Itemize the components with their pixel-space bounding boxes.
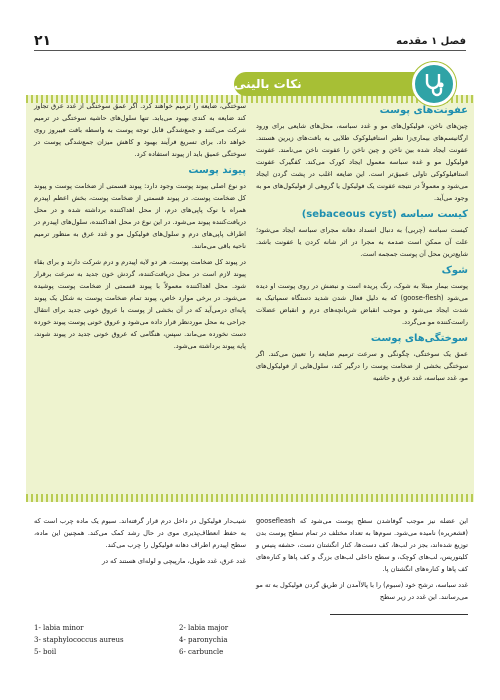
box-bottom-stripe [26, 494, 474, 502]
paragraph-burns-continued: سوختگی، ضایعه را ترمیم خواهند کرد. اگر عمق سوختگی از غدد عرق تجاوز کند ضایعه به کندی بهبود می‌یابد. تنها سلول‌های حاشیه سوختگی در ترمیم شرکت می‌کنند و جمع‌شدگی قابل توجه پوست به واسطه بافت فیبروز روی خواهد داد. برای تسریع فرآیند بهبود و کاهش میزان جمع‌شدگی پوست در سوختگی عمیق باید از پیوند استفاده کرد. [34, 102, 246, 158]
footnote-rule [330, 614, 468, 615]
paragraph-sebaceous-cyst: کیست سباسه (چربی) به دنبال انسداد دهانه مجرای سباسه ایجاد می‌شود؛ علت آن ممکن است صدمه به مجرا در اثر شانه کردن یا عفونت باشد. شایع‌ترین محل آن پوست جمجمه است. [256, 226, 468, 258]
bottom-right-column [256, 515, 468, 607]
footnote-3: 3- staphylococcus aureus [34, 636, 124, 644]
footnote-1: 1- labia minor [34, 624, 84, 632]
paragraph-sebaceous-glands: غدد سباسه، ترشح خود (سبوم) را با پالاآمدن از طریق گردن فولیکول به ته مو می‌رسانند. این غدد در زیر سطح [256, 581, 468, 601]
banner-title: نکات بالینی [234, 77, 302, 91]
paragraph-sweat-glands: غدد عرق، غدد طویل، مارپیچی و لوله‌ای هستند که در [101, 557, 246, 565]
paragraph-arrector-pili: این عضله نیز موجب گوفاشدن سطح پوست می‌شود که goosefleash (قشعریره) نامیده می‌شود. سوم‌ها به تعداد مختلف در تمام سطح پوست بدن توزیع شده‌اند، بجز در لب‌ها، کف دست‌ها، کنار انگشتان دست، حشفه پنیس و کلیتوریس، لب‌های کوچک، و سطح داخلی لب‌های بزرگ و کف پاها و کناره‌های کف پاها و کناره‌های انگشتان پا. [256, 517, 468, 573]
page-number: ۲۱ [34, 33, 52, 49]
footnote-6: 6- carbuncle [179, 648, 224, 656]
footnote-4: 4- paronychia [179, 636, 228, 644]
bottom-left-column [34, 515, 246, 571]
header-rule [34, 50, 466, 51]
left-column [34, 100, 246, 495]
paragraph-shock: پوست بیمار مبتلا به شوک، رنگ پریده است و نبضش در روی پوست او دیده می‌شود (goose-flesh) که به دلیل فعال شدن شدید دستگاه سمپاتیک به شدت ایجاد می‌شود و موجب انقباض شریانچه‌های درم و انقباض عضلات راست‌کننده مو می‌گردد. [256, 282, 468, 326]
heading-burns: سوختگی‌های پوست [370, 333, 468, 344]
footnote-row [34, 646, 468, 658]
footnote-row [34, 634, 468, 646]
paragraph-skin-graft-2: در پیوند کل ضخامت پوست، هر دو لایه اپیدرم و درم شرکت دارند و برای بقاء پیوند لازم است در محل دریافت‌کننده، گردش خون جدید به سرعت برقرار شود. محل اهداکننده معمولاً با پیوند قسمتی از ضخامت پوست پوشیده می‌شود. در برخی موارد خاص، پیوند تمام ضخامت پوست به شکل یک پیوند پایه‌ای درمی‌آید که در آن بخشی از پوست با عروق خونی جدید برای انتقال جراحی به محل موردنظر قرار داده می‌شود و عروق خونی پوست پیوند خورده دست نخورده می‌ماند. سپس، هنگامی که عروق خونی جدید در پیوند شوند، پایه پیوند برداشته می‌شود. [34, 258, 246, 350]
heading-shock: شوک [441, 265, 468, 276]
page-header [34, 32, 466, 50]
footnote-2: 2- labia major [179, 624, 229, 632]
heading-skin-graft: پیوند پوست [188, 165, 246, 176]
right-column [256, 100, 468, 495]
heading-sebaceous-cyst: کیست سباسه (sebaceous cyst) [301, 209, 468, 220]
paragraph-skin-graft-1: دو نوع اصلی پیوند پوست وجود دارد: پیوند قسمتی از ضخامت پوست و پیوند کل ضخامت پوست. در پیوند قسمتی از ضخامت پوست، بخش اعظم اپیدرم همراه با نوک پاپی‌های درم، از محل اهداکننده برداشته شده و در محل دریافت‌کننده پیوند می‌شود. در این نوع در محل اهداکننده، سلول‌های اپیدرم در اطراف پاپی‌های درم و سلول‌های فولیکول مو و غدد عرق به منظور ترمیم ناحیه باقی می‌مانند. [34, 182, 246, 250]
footnotes [34, 622, 468, 658]
chapter-title: فصل ۱ مقدمه [396, 35, 466, 47]
footnote-row [34, 622, 468, 634]
paragraph-skin-infections: چین‌های ناخن، فولیکول‌های مو و غدد سباسه، محل‌های شایعی برای ورود ارگانیسم‌های بیماری‌زا نظیر استافیلوکوک طلایی به بافت‌های زیرین هستند. عفونت ایجاد شده بین ناخن و چین ناخن را عفونت ناخن می‌نامند. عفونت فولیکول مو و غده سباسه معمول ایجاد کورک می‌کند. کفگیرک عفونت استافیلوکوکی تاولی عمیق‌تر است. این ضایعه اغلب در پشت گردن ایجاد می‌شود و معمولاً در نتیجه عفونت یک فولیکول یا گروهی از فولیکول‌های مو به وجود می‌آید. [256, 122, 468, 202]
paragraph-burns: عمق یک سوختگی، چگونگی و سرعت ترمیم ضایعه را تعیین می‌کند. اگر سوختگی بخشی از ضخامت پوست را درگیر کند، سلول‌هایی از فولیکول‌های مو، غدد سباسه، غدد عرق و حاشیه [256, 350, 468, 382]
heading-skin-infections: عفونت‌های پوست [379, 105, 468, 116]
paragraph-sebum: شیب‌دار فولیکول در داخل درم قرار گرفته‌اند. سبوم یک ماده چرب است که به حفظ انعطاف‌پذیری موی در حال رشد کمک می‌کند. همچنین این ماده، سطح اپیدرم اطراف دهانه فولیکول را چرب می‌کند. [34, 517, 246, 549]
footnote-5: 5- boil [34, 648, 57, 656]
